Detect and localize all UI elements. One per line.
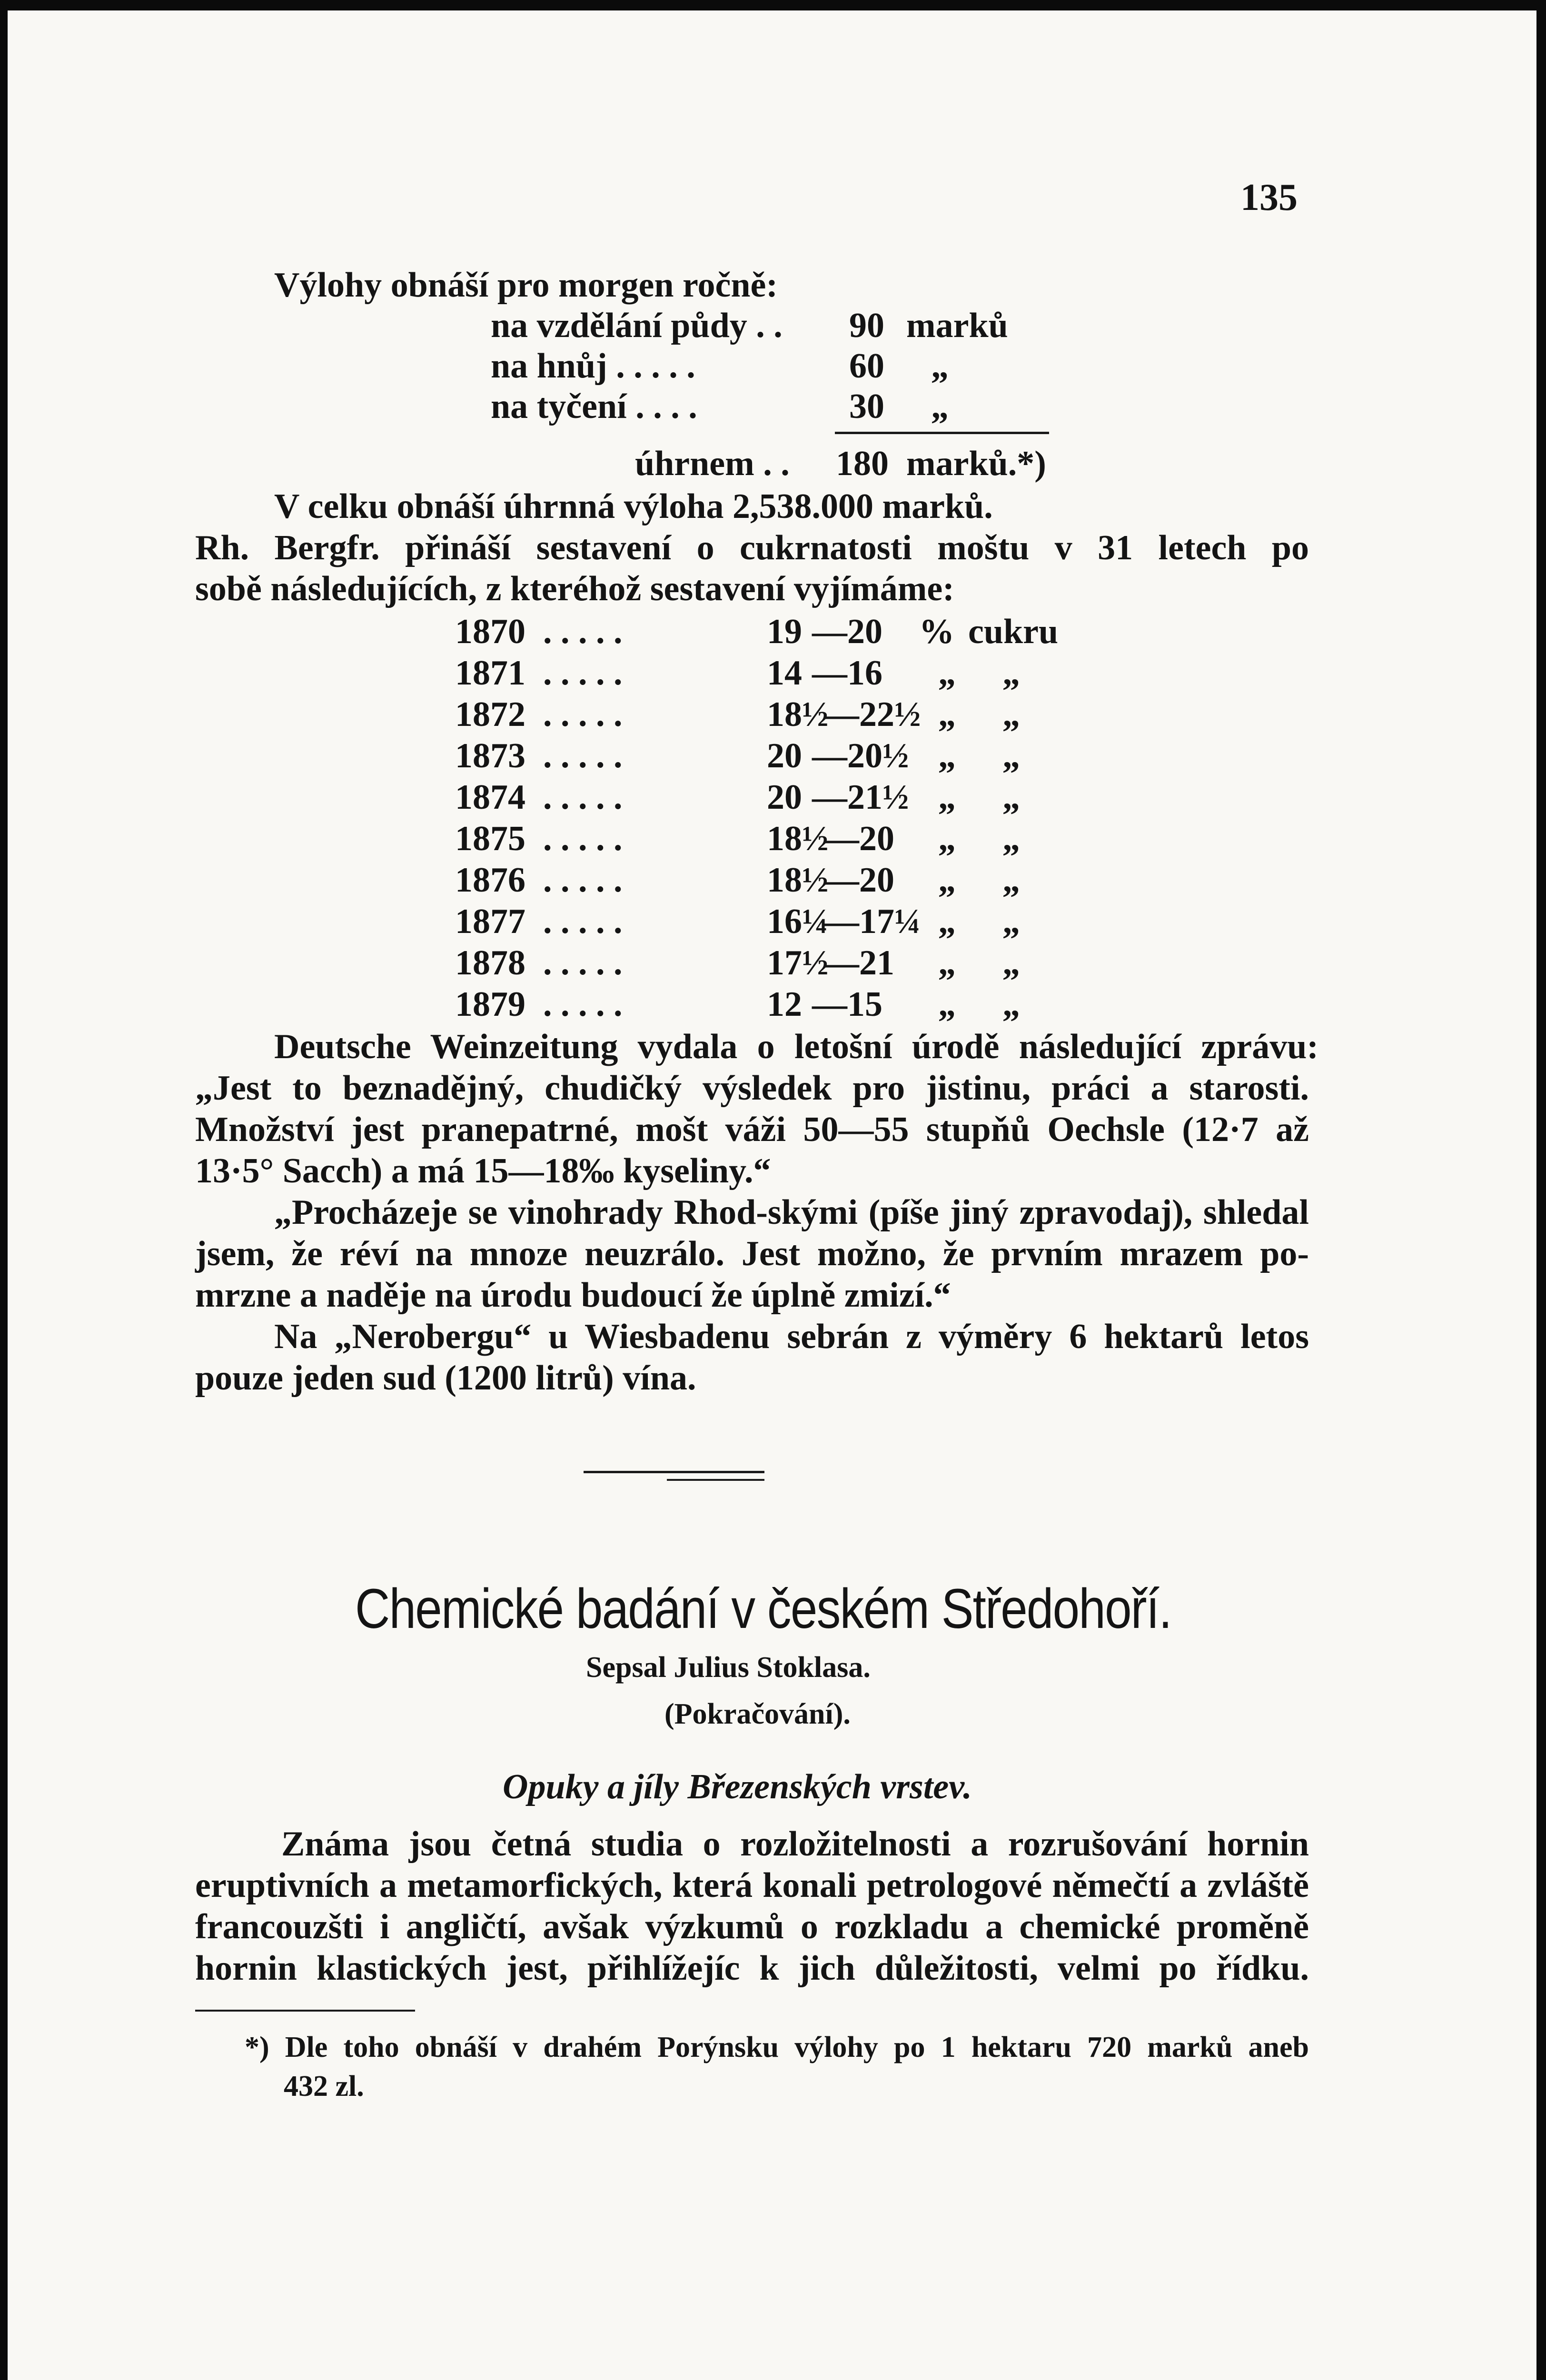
leader-dots: . . . . . [543, 819, 623, 858]
body-line: 13·5° Sacch) a má 15—18‰ kyseliny.“ [195, 1151, 771, 1190]
year: 1878 [455, 943, 525, 982]
ditto-mark: „ [938, 985, 956, 1024]
sugar-from: 20 [767, 736, 802, 775]
total-unit: marků.*) [906, 444, 1046, 483]
cost-unit: „ [931, 347, 949, 386]
article-line: hornin klastických jest, přihlížejíc k jich důležitosti, velmi po řídku. [195, 1949, 1309, 1988]
leader-dots: . . . . . [543, 612, 623, 651]
ditto-mark: „ [938, 736, 956, 775]
ditto-mark: „ [938, 943, 956, 982]
sugar-to: —20 [812, 612, 882, 651]
footnote-rule [195, 2010, 415, 2012]
leader-dots: . . . . . [543, 985, 623, 1024]
sugar-to: —16 [812, 654, 882, 693]
body-line: Množství jest pranepatrné, mošt váži 50—55 stupňů Oechsle (12·7 až [195, 1110, 1309, 1149]
sugar-from: 16¼ [767, 902, 829, 941]
sugar-to: —20½ [812, 736, 909, 775]
year: 1871 [455, 654, 525, 693]
footnote-line: *) Dle toho obnáší v drahém Porýnsku výlohy po 1 hektaru 720 marků aneb [245, 2031, 1309, 2063]
body-line: „Jest to beznadějný, chudičký výsledek pro jistinu, práci a starosti. [195, 1069, 1309, 1108]
cost-label: na hnůj . . . . . [491, 347, 695, 386]
leader-dots: . . . . . [543, 736, 623, 775]
article-title: Chemické badání v českém Středohoří. [355, 1577, 1171, 1640]
leader-dots: . . . . . [543, 861, 623, 900]
year: 1879 [455, 985, 525, 1024]
sugar-from: 20 [767, 778, 802, 817]
sugar-from: 12 [767, 985, 802, 1024]
cost-value: 60 [849, 347, 884, 386]
total-value: 180 [836, 444, 889, 483]
costs-intro: Výlohy obnáší pro morgen ročně: [274, 266, 778, 305]
body-line: Na „Nerobergu“ u Wiesbadenu sebrán z výměry 6 hektarů letos [274, 1317, 1309, 1356]
cost-value: 90 [849, 306, 884, 345]
ditto-mark: „ [938, 819, 956, 858]
separator-rule [584, 1471, 764, 1473]
ditto-mark: „ [938, 778, 956, 817]
body-line: mrzne a naděje na úrodu budoucí že úplně zmizí.“ [195, 1276, 951, 1315]
sugar-from: 17½ [767, 943, 829, 982]
ditto-mark: „ [1002, 943, 1020, 982]
leader-dots: . . . . . [543, 943, 623, 982]
body-line: Deutsche Weinzeitung vydala o letošní úrodě následující zprávu: [274, 1027, 1318, 1066]
year: 1872 [455, 695, 525, 734]
ditto-mark: „ [938, 695, 956, 734]
leader-dots: . . . . . [543, 695, 623, 734]
sugar-to: —22½ [824, 695, 921, 734]
ditto-mark: „ [1002, 654, 1020, 693]
leader-dots: . . . . . [543, 778, 623, 817]
body-line: jsem, že réví na mnoze neuzrálo. Jest možno, že prvním mrazem po- [195, 1234, 1309, 1273]
ditto-mark: „ [1002, 861, 1020, 900]
percent-sign: % [919, 612, 954, 651]
year: 1876 [455, 861, 525, 900]
ditto-mark: „ [1002, 695, 1020, 734]
ditto-mark: „ [938, 861, 956, 900]
year: 1875 [455, 819, 525, 858]
ditto-mark: „ [1002, 736, 1020, 775]
sugar-to: —21 [824, 943, 894, 982]
footnote-line: 432 zl. [284, 2070, 364, 2102]
cost-label: na vzdělání půdy . . [491, 306, 783, 345]
ditto-mark: „ [1002, 778, 1020, 817]
continued-note: (Pokračování). [664, 1698, 851, 1730]
total-outlay-line: V celku obnáší úhrnná výloha 2,538.000 marků. [274, 487, 993, 526]
year: 1870 [455, 612, 525, 651]
sum-rule [835, 432, 1049, 434]
sugar-from: 19 [767, 612, 802, 651]
sugar-to: —15 [812, 985, 882, 1024]
cost-value: 30 [849, 387, 884, 426]
sugar-to: —21½ [812, 778, 909, 817]
section-heading: Opuky a jíly Březenských vrstev. [503, 1767, 972, 1806]
ditto-mark: „ [1002, 985, 1020, 1024]
page-number: 135 [1240, 177, 1298, 218]
cost-unit: marků [906, 306, 1008, 345]
sugar-to: —20 [824, 819, 894, 858]
sugar-to: —20 [824, 861, 894, 900]
ditto-mark: „ [938, 902, 956, 941]
body-line: pouze jeden sud (1200 litrů) vína. [195, 1359, 696, 1398]
cost-label: na tyčení . . . . [491, 387, 697, 426]
article-line: eruptivních a metamorfických, která konali petrologové němečtí a zvláště [195, 1866, 1309, 1905]
year: 1874 [455, 778, 525, 817]
year: 1873 [455, 736, 525, 775]
cost-unit: „ [931, 387, 949, 426]
separator-rule [667, 1479, 764, 1481]
sugar-from: 14 [767, 654, 802, 693]
book-page [8, 10, 1536, 2380]
article-byline: Sepsal Julius Stoklasa. [586, 1651, 871, 1684]
ditto-mark: „ [1002, 902, 1020, 941]
body-line: „Procházeje se vinohrady Rhod-skými (píše jiný zpravodaj), shledal [274, 1193, 1309, 1232]
sugar-intro-line: sobě následujících, z kteréhož sestavení vyjímáme: [195, 569, 954, 608]
sugar-from: 18½ [767, 861, 829, 900]
article-line: francouzšti i angličtí, avšak výzkumů o rozkladu a chemické proměně [195, 1907, 1309, 1946]
sugar-to: —17¼ [824, 902, 921, 941]
article-line: Známa jsou četná studia o rozložitelnosti a rozrušování hornin [281, 1825, 1309, 1864]
sugar-intro-line: Rh. Bergfr. přináší sestavení o cukrnatosti moštu v 31 letech po [195, 528, 1309, 567]
leader-dots: . . . . . [543, 654, 623, 693]
year: 1877 [455, 902, 525, 941]
ditto-mark: „ [938, 654, 956, 693]
sugar-from: 18½ [767, 695, 829, 734]
leader-dots: . . . . . [543, 902, 623, 941]
total-label: úhrnem . . [635, 444, 790, 483]
ditto-mark: „ [1002, 819, 1020, 858]
sugar-from: 18½ [767, 819, 829, 858]
sugar-unit: cukru [968, 612, 1059, 651]
